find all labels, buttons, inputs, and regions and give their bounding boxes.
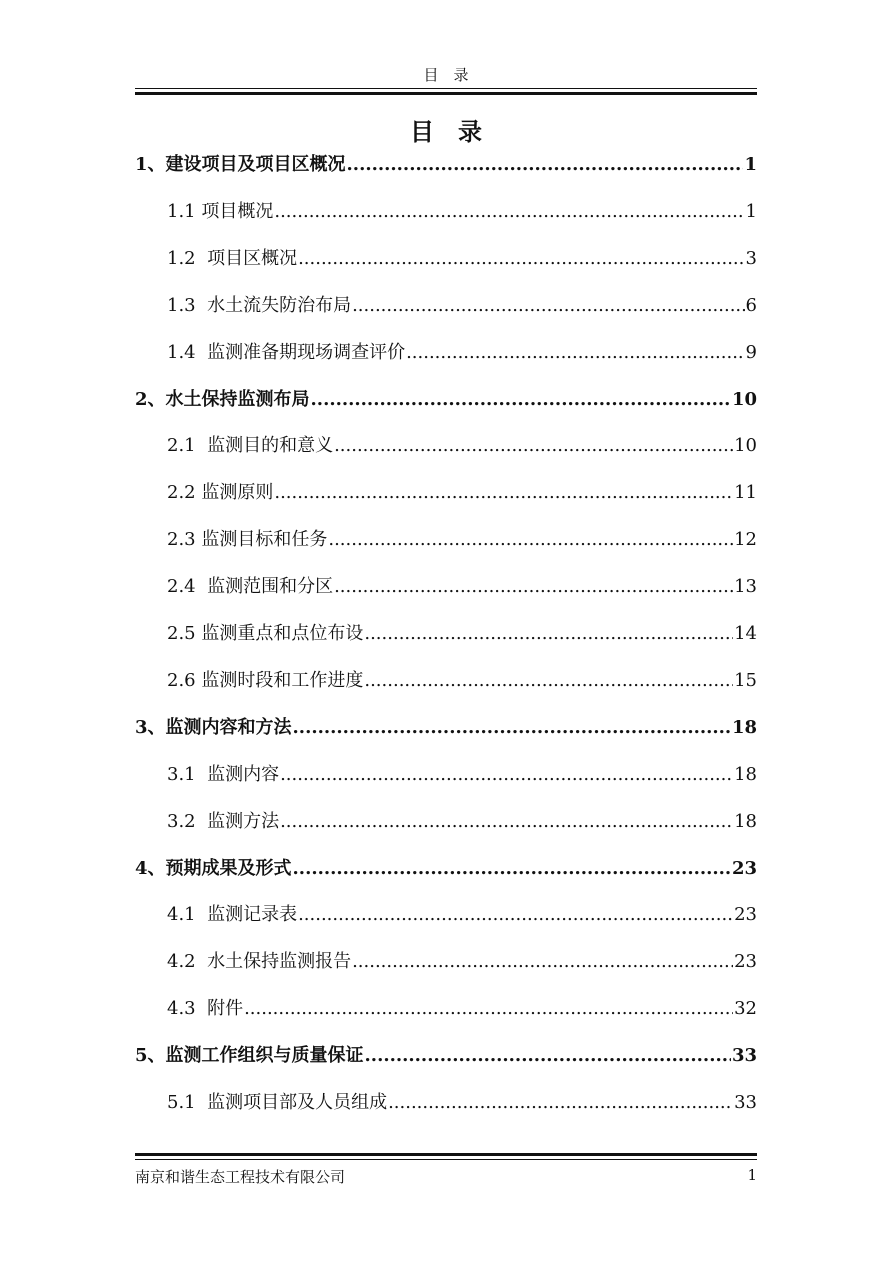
toc-section-entry[interactable] [135,803,757,833]
page-title: 目 录 [410,117,482,146]
toc-page-number: 1 [745,200,757,222]
toc-entry-label: 2.1 监测目的和意义 [167,435,334,457]
toc-entry-label: 3.2 监测方法 [167,810,280,832]
footer-company: 南京和谐生态工程技术有限公司 [135,1168,346,1186]
toc-dot-leader [364,670,733,692]
toc-page-number: 14 [734,623,757,644]
toc-entry-label: 1.3 水土流失防治布局 [167,294,352,316]
toc-section-entry[interactable] [135,521,757,551]
toc-page-number: 1 [744,154,757,175]
toc-dot-leader [244,998,733,1020]
toc-page-number: 33 [734,1092,757,1113]
toc-page-number: 23 [734,904,757,926]
toc-page-number: 3 [745,247,757,269]
running-header: 目 录 [423,66,469,84]
toc-entry-label: 3、监测内容和方法 [135,716,292,738]
toc-entry-label: 2.2 监测原则 [167,482,274,504]
toc-entry-label: 1、建设项目及项目区概况 [135,154,346,175]
toc-page-number: 6 [745,294,757,316]
toc-page-number: 23 [731,857,757,879]
toc-entry-label: 1.2 项目区概况 [167,247,298,269]
toc-entry-label: 2.5 监测重点和点位布设 [167,623,364,644]
toc-dot-leader [334,576,733,598]
toc-dot-leader [298,904,733,926]
toc-dot-leader [388,1092,733,1114]
toc-dot-leader [347,154,744,176]
toc-page-number: 33 [731,1045,757,1067]
toc-chapter-entry[interactable] [135,850,757,880]
toc-dot-leader [293,717,731,739]
toc-dot-leader [311,389,731,411]
toc-page-number: 9 [745,341,757,363]
toc-entry-label: 4.1 监测记录表 [167,904,298,926]
toc-page-number: 32 [734,998,757,1020]
toc-section-entry[interactable] [135,474,757,504]
toc-entry-label: 4.2 水土保持监测报告 [167,951,352,973]
toc-entry-label: 4、预期成果及形式 [135,857,292,879]
toc-section-entry[interactable] [135,427,757,457]
toc-section-entry[interactable] [135,756,757,786]
toc-entry-label: 5、监测工作组织与质量保证 [135,1045,364,1067]
toc-section-entry[interactable] [135,1084,757,1114]
toc-page-number: 10 [731,388,757,410]
toc-dot-leader [280,764,733,786]
toc-page-number: 10 [734,435,757,457]
toc-chapter-entry[interactable] [135,381,757,411]
toc-entry-label: 4.3 附件 [167,998,244,1020]
toc-section-entry[interactable] [135,240,757,270]
toc-dot-leader [365,1045,731,1067]
toc-page-number: 23 [734,951,757,973]
toc-page-number: 12 [734,529,757,551]
toc-section-entry[interactable] [135,662,757,692]
toc-dot-leader [352,951,733,973]
footer-page-number: 1 [747,1166,757,1184]
toc-page-number: 11 [734,482,757,504]
toc-section-entry[interactable] [135,615,757,645]
toc-dot-leader [274,201,744,223]
toc-entry-label: 2.6 监测时段和工作进度 [167,669,364,691]
toc-dot-leader [298,248,744,270]
toc-dot-leader [334,435,733,457]
toc-entry-label: 2.3 监测目标和任务 [167,529,328,551]
toc-dot-leader [364,623,733,645]
toc-page-number: 18 [734,810,757,832]
toc-entry-label: 1.1 项目概况 [167,200,274,222]
toc-section-entry[interactable] [135,334,757,364]
running-footer [135,1166,757,1187]
toc-dot-leader [280,811,733,833]
toc-chapter-entry[interactable] [135,1037,757,1067]
toc-entry-label: 3.1 监测内容 [167,763,280,785]
toc-entry-label: 2、水土保持监测布局 [135,388,310,410]
toc-entry-label: 1.4 监测准备期现场调查评价 [167,341,406,363]
toc-dot-leader [406,342,744,364]
toc-entry-label: 5.1 监测项目部及人员组成 [167,1092,388,1113]
header-rule-thick [135,92,757,95]
toc-page-number: 13 [734,576,757,598]
footer-rule [135,1159,757,1160]
toc-section-entry[interactable] [135,943,757,973]
toc-section-entry[interactable] [135,287,757,317]
toc-page-number: 18 [734,763,757,785]
toc-section-entry[interactable] [135,568,757,598]
toc-chapter-entry[interactable] [135,146,757,176]
toc-entry-label: 2.4 监测范围和分区 [167,576,334,598]
toc-chapter-entry[interactable] [135,709,757,739]
toc-page-number: 18 [731,716,757,738]
toc-dot-leader [293,858,731,880]
header-rule [135,88,757,89]
toc-dot-leader [352,295,744,317]
toc-page-number: 15 [734,669,757,691]
toc-section-entry[interactable] [135,896,757,926]
toc-dot-leader [274,482,733,504]
toc-section-entry[interactable] [135,193,757,223]
toc-section-entry[interactable] [135,990,757,1020]
footer-rule-thick [135,1153,757,1156]
toc-dot-leader [328,529,733,551]
